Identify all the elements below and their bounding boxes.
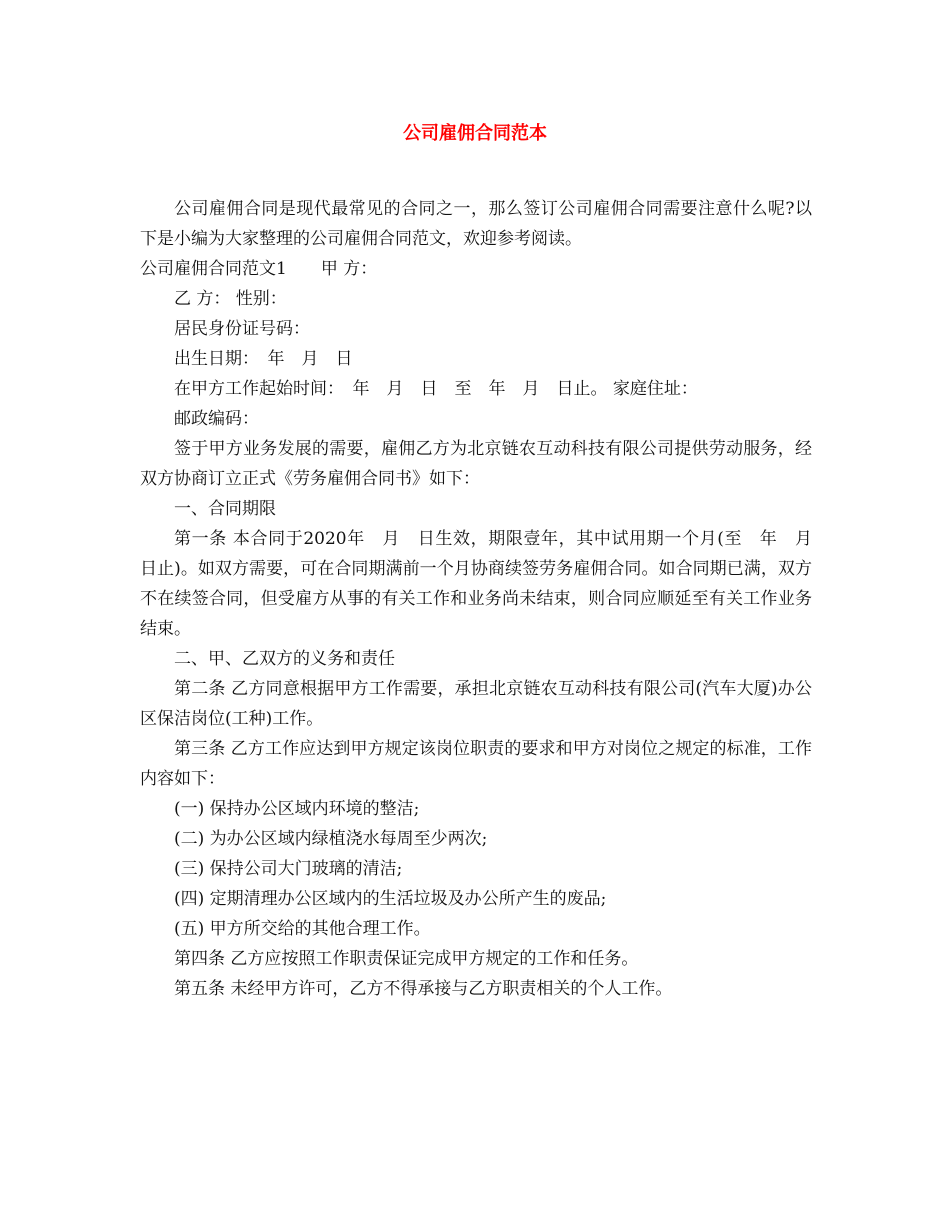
paragraph: 居民身份证号码： xyxy=(174,319,310,339)
paragraph: 第五条 未经甲方许可，乙方不得承接与乙方职责相关的个人工作。 xyxy=(174,979,673,999)
document-title: 公司雇佣合同范本 xyxy=(403,123,547,144)
paragraph: 乙 方： 性别： xyxy=(174,289,287,309)
paragraph: 公司雇佣合同是现代最常见的合同之一，那么签订公司雇佣合同需要注意什么呢?以下是小编为大家整理的公司雇佣合同范文，欢迎参考阅读。 xyxy=(140,199,812,249)
paragraph: 出生日期： 年 月 日 xyxy=(174,349,353,369)
paragraph: 第二条 乙方同意根据甲方工作需要，承担北京链农互动科技有限公司(汽车大厦)办公区保洁岗位(工种)工作。 xyxy=(140,679,812,729)
paragraph: 第一条 本合同于2020年 月 日生效，期限壹年，其中试用期一个月(至 年 月 日止)。如双方需要，可在合同期满前一个月协商续签劳务雇佣合同。如合同期已满，双方不在续签合同，但受雇方从事的有关工作和业务尚未结束，则合同应顺延至有关工作业务结束。 xyxy=(140,529,829,639)
paragraph: 签于甲方业务发展的需要，雇佣乙方为北京链农互动科技有限公司提供劳动服务，经双方协商订立正式《劳务雇佣合同书》如下： xyxy=(140,439,812,489)
paragraph: 第四条 乙方应按照工作职责保证完成甲方规定的工作和任务。 xyxy=(174,949,639,969)
document-body xyxy=(140,194,829,1004)
section-heading: 二、甲、乙双方的义务和责任 xyxy=(174,649,395,669)
paragraph: 邮政编码： xyxy=(174,409,259,429)
list-item: (五) 甲方所交给的其他合理工作。 xyxy=(174,919,431,939)
section-heading: 一、合同期限 xyxy=(174,499,276,519)
paragraph: 公司雇佣合同范文1 甲 方： xyxy=(140,259,378,279)
list-item: (一) 保持办公区域内环境的整洁; xyxy=(174,799,420,819)
paragraph: 在甲方工作起始时间： 年 月 日 至 年 月 日止。 家庭住址： xyxy=(174,379,698,399)
list-item: (三) 保持公司大门玻璃的清洁; xyxy=(174,859,403,879)
list-item: (四) 定期清理办公区域内的生活垃圾及办公所产生的废品; xyxy=(174,889,607,909)
paragraph: 第三条 乙方工作应达到甲方规定该岗位职责的要求和甲方对岗位之规定的标准，工作内容如下： xyxy=(140,739,812,789)
list-item: (二) 为办公区域内绿植浇水每周至少两次; xyxy=(174,829,488,849)
